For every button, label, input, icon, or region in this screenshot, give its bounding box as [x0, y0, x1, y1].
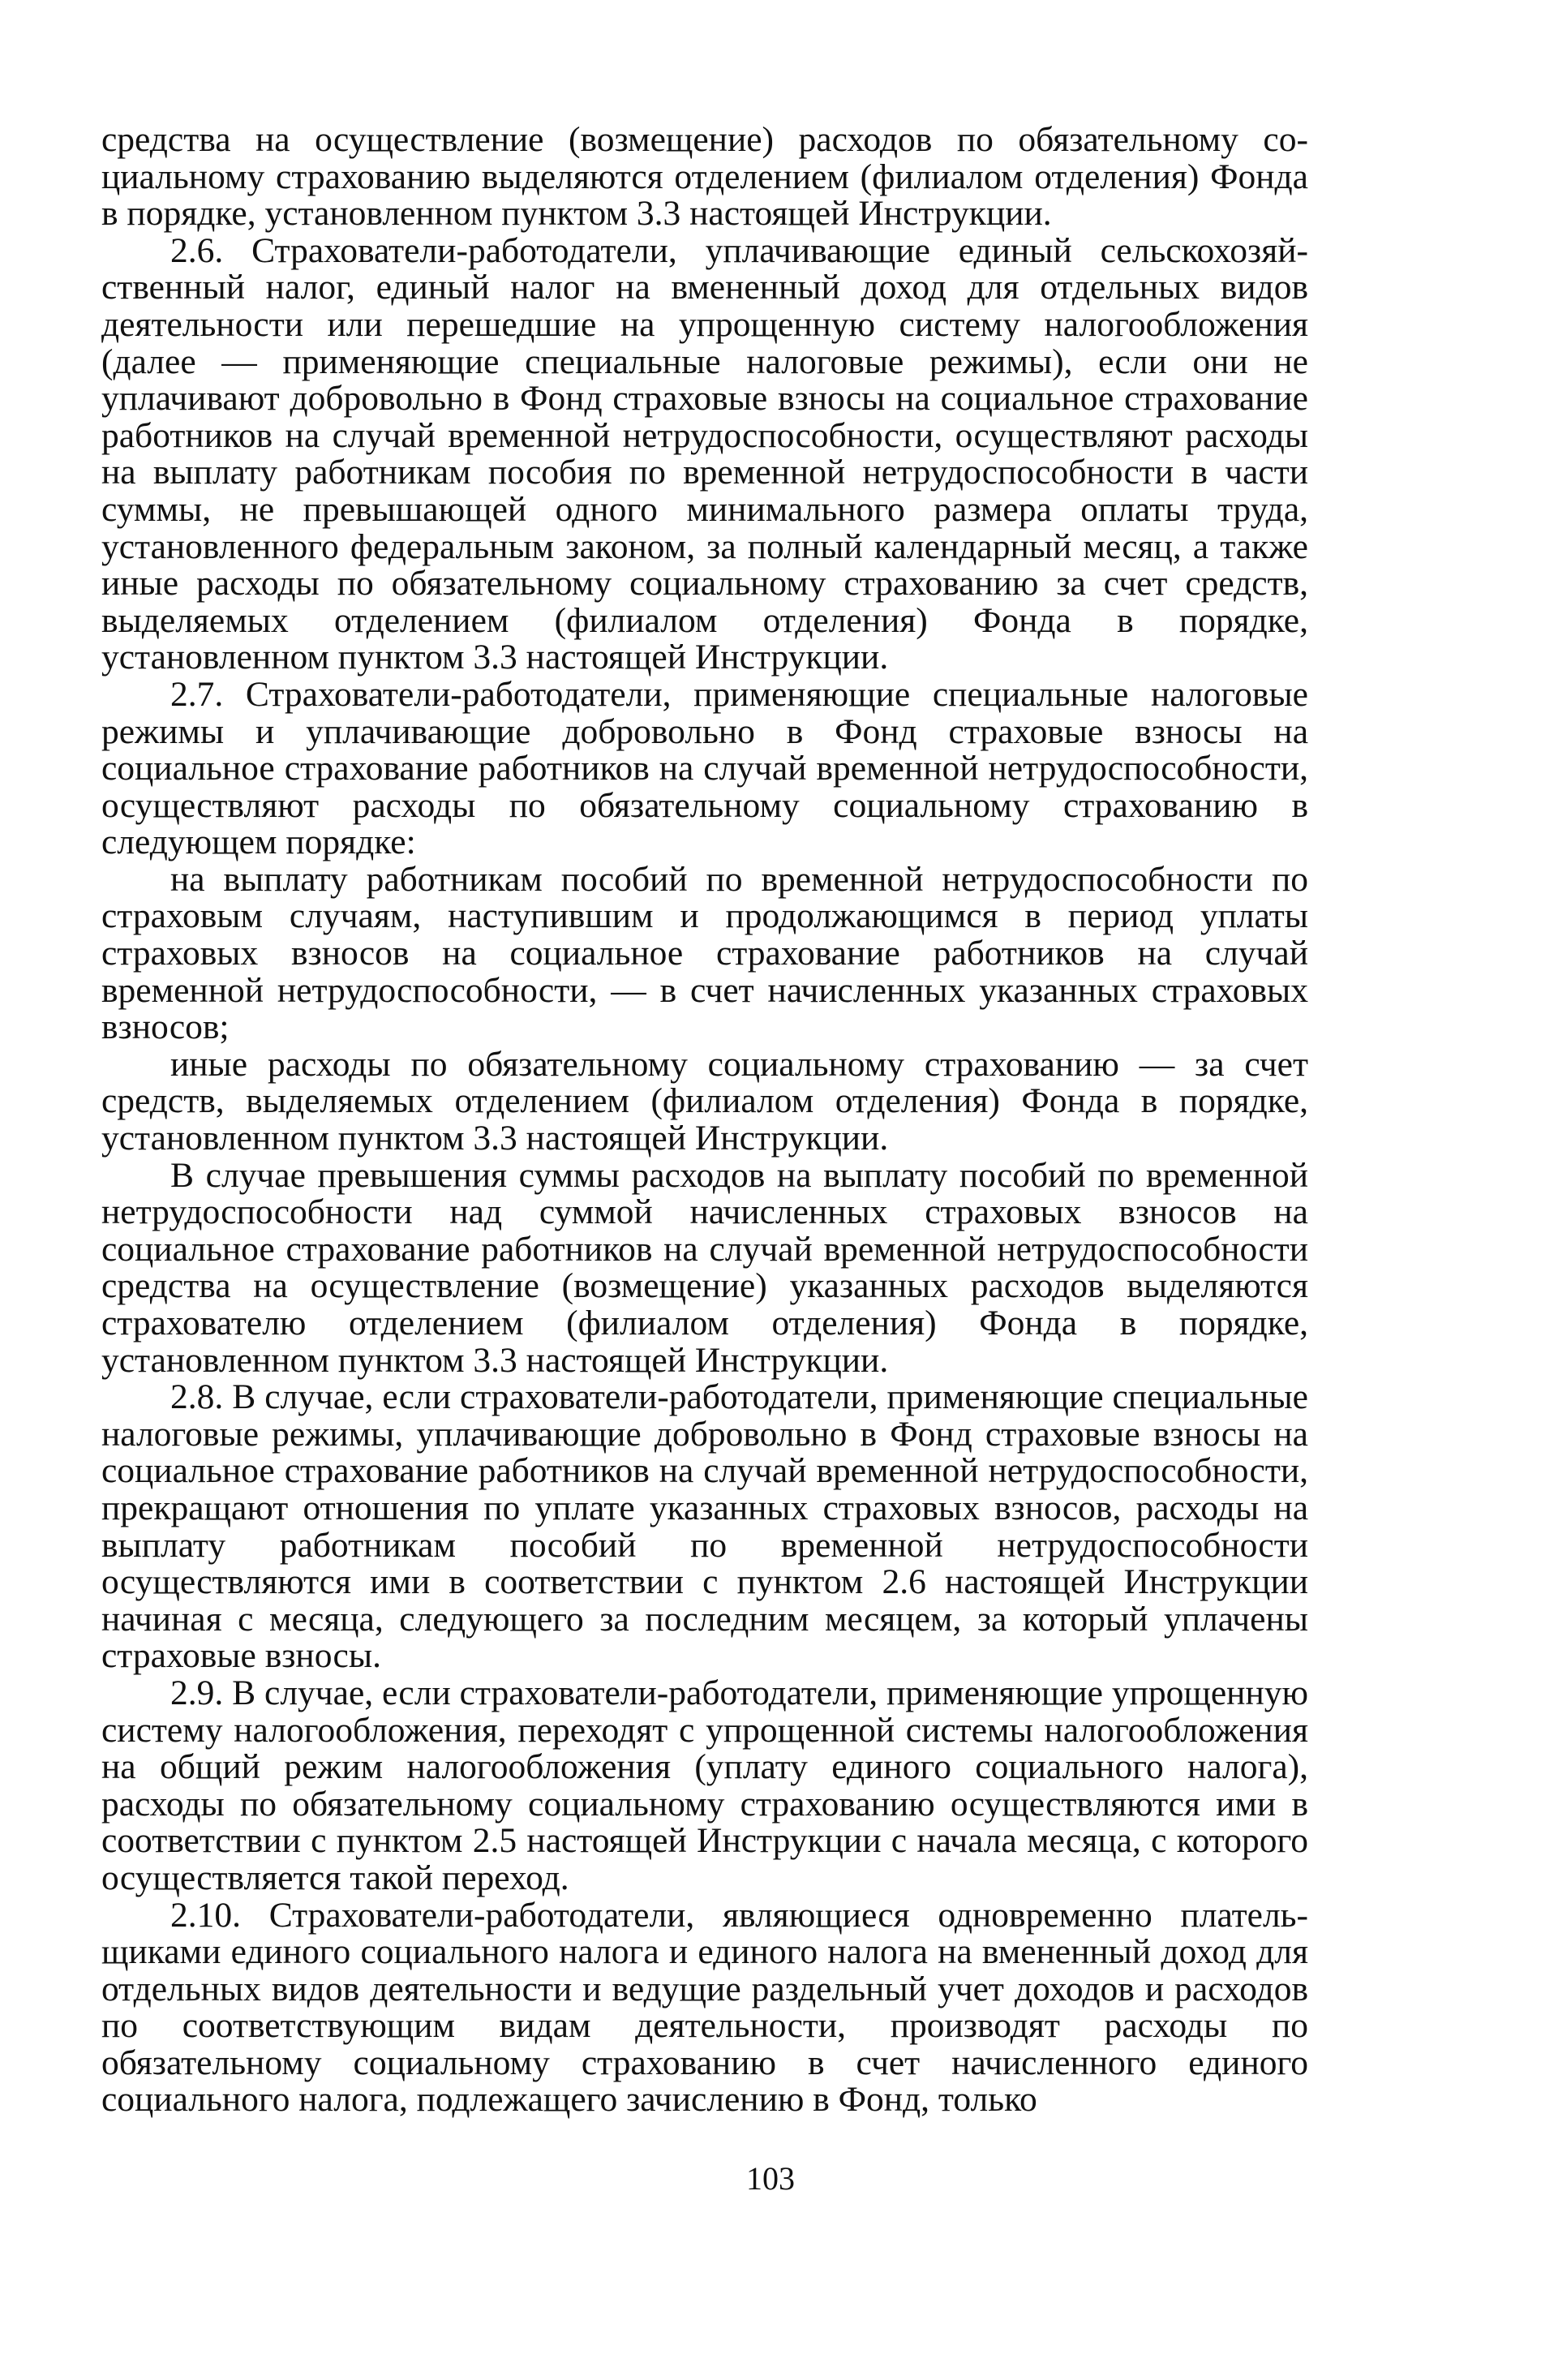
paragraph-intro: средства на осуществление (возмещение) расходов по обязательному социальному страхованию выделяются отделением (филиалом отделения) Фонда в порядке, установленном пунктом 3.3 настоящей Инструкции.	[101, 120, 1308, 234]
paragraph-2-7-benefits: на выплату работникам пособий по временной нетрудоспособности по страховым случаям, наступившим и продолжающимся в период уплаты страховых взносов на социальное страхование работников на случай временной нетрудоспособности, — в счет начисленных указанных страховых взносов;	[101, 859, 1308, 1047]
paragraph-2-9: 2.9. В случае, если страхователи-работодатели, применяющие упрощенную систему налогообложения, переходят с упрощенной системы налогообложения на общий режим налогообложения (уплату единого социального налога), расходы по обязательному социальному страхованию осуществляются ими в соответствии с пунктом 2.5 настоящей Инструкции с начала месяца, с которого осуществляется такой переход.	[101, 1673, 1308, 1897]
paragraph-2-10: 2.10. Страхователи-работодатели, являющиеся одновременно плательщиками единого социального налога и единого налога на вмененный доход для отдельных видов деятельности и ведущие раздельный учет доходов и расходов по соответствующим видам деятельности, производят расходы по обязательному социальному страхованию в счет начисленного единого социального налога, подлежащего зачислению в Фонд, только	[101, 1895, 1308, 2120]
page-number: 103	[746, 2160, 795, 2197]
paragraph-2-7-other-expenses: иные расходы по обязательному социальному страхованию — за счет средств, выделяемых отделением (филиалом отделения) Фонда в порядке, установленном пунктом 3.3 настоящей Инструкции.	[101, 1044, 1308, 1158]
paragraph-2-7-excess: В случае превышения суммы расходов на выплату пособий по временной нетрудоспособности над суммой начисленных страховых взносов на социальное страхование работников на случай временной нетрудоспособности средства на осуществление (возмещение) указанных расходов выделяются страхователю отделением (филиалом отделения) Фонда в порядке, установленном пунктом 3.3 настоящей Инструкции.	[101, 1155, 1308, 1380]
paragraph-2-7: 2.7. Страхователи-работодатели, применяющие специальные налоговые режимы и уплачивающие добровольно в Фонд страховые взносы на социальное страхование работников на случай временной нетрудоспособности, осуществляют расходы по обязательному социальному страхованию в следующем порядке:	[101, 674, 1308, 862]
page-body	[101, 122, 1308, 2119]
paragraph-2-8: 2.8. В случае, если страхователи-работодатели, применяющие специальные налоговые режимы, уплачивающие добровольно в Фонд страховые взносы на социальное страхование работников на случай временной нетрудоспособности, прекращают отношения по уплате указанных страховых взносов, расходы на выплату работникам пособий по временной нетрудоспособности осуществляются ими в соответствии с пунктом 2.6 настоящей Инструкции начиная с месяца, следующего за последним месяцем, за который уплачены страховые взносы.	[101, 1377, 1308, 1676]
paragraph-2-6: 2.6. Страхователи-работодатели, уплачивающие единый сельскохозяйственный налог, единый налог на вмененный доход для отдельных видов деятельности или перешедшие на упрощенную систему налогообложения (далее — применяющие специальные налоговые режимы), если они не уплачивают добровольно в Фонд страховые взносы на социальное страхование работников на случай временной нетрудоспособности, осуществляют расходы на выплату работникам пособия по временной нетрудоспособности в части суммы, не превышающей одного минимального размера оплаты труда, установленного федеральным законом, за полный календарный месяц, а также иные расходы по обязательному социальному страхованию за счет средств, выделяемых отделением (филиалом отделения) Фонда в порядке, установленном пунктом 3.3 настоящей Инструкции.	[101, 230, 1308, 677]
